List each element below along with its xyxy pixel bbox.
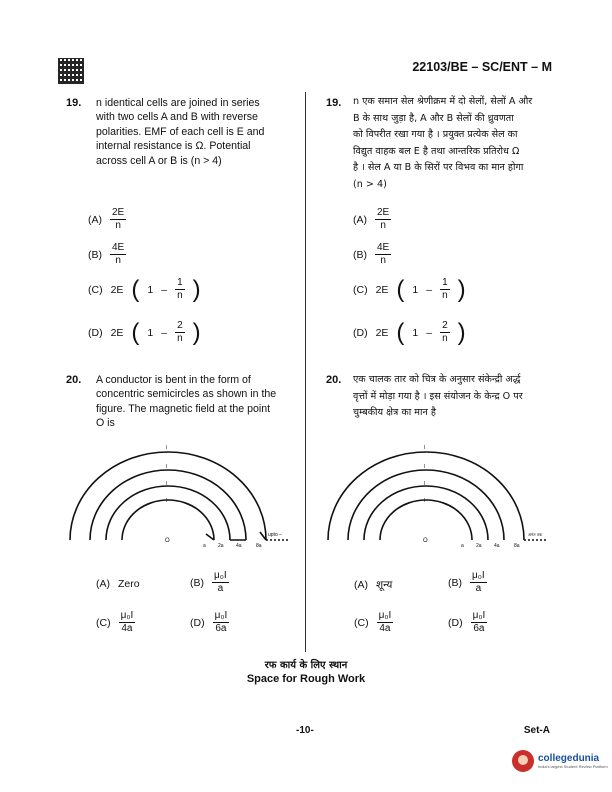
fraction: $\frac{2}{n}$ bbox=[177, 320, 183, 344]
q20-option-a-hi bbox=[354, 578, 392, 592]
option-minus: – bbox=[161, 326, 168, 339]
fraction: $\frac{\text{μ₀I}}{4a}$ bbox=[120, 610, 134, 634]
radius-a-hi: a bbox=[461, 543, 464, 549]
option-one: 1 bbox=[412, 326, 419, 339]
q20-option-c bbox=[96, 610, 135, 635]
q19-option-c-hi: (C) 2E ( 1 – $\frac{1}{n}$ ) bbox=[353, 275, 466, 303]
brand-logo bbox=[512, 750, 608, 772]
option-text: Zero bbox=[118, 578, 140, 590]
q19-option-b bbox=[88, 242, 126, 267]
qr-code bbox=[58, 58, 84, 84]
current-label-1-hi: I bbox=[424, 445, 426, 451]
q19-text-en: n identical cells are joined in series with two cells A and B with reverse polarities. EMF of each cell is E and internal resistance is Ω. Potential across cell A or B is (n > 4) bbox=[96, 97, 265, 167]
q19-option-d: (D) 2E ( 1 – $\frac{2}{n}$ ) bbox=[88, 318, 201, 346]
q19-option-d-hi: (D) 2E ( 1 – $\frac{2}{n}$ ) bbox=[353, 318, 466, 346]
option-coefficient: 2E bbox=[110, 283, 124, 296]
upto-label: upto – bbox=[268, 532, 282, 538]
fraction: $\frac{\text{μ₀I}}{6a}$ bbox=[214, 610, 228, 634]
q19-option-c: (C) 2E ( 1 – $\frac{1}{n}$ ) bbox=[88, 275, 201, 303]
current-label-4: I bbox=[166, 498, 168, 504]
rough-work-en: Space for Rough Work bbox=[246, 673, 366, 685]
paper-code: 22103/BE – SC/ENT – M bbox=[412, 60, 552, 74]
current-label-2-hi: I bbox=[424, 464, 426, 470]
upto-label-hi: अनंत तक bbox=[528, 532, 543, 537]
semicircle-4a bbox=[90, 470, 246, 540]
option-label: (D) bbox=[353, 326, 368, 339]
fraction: $\frac{\text{μ₀I}}{a}$ bbox=[214, 570, 227, 594]
fraction: $\frac{4E}{n}$ bbox=[112, 242, 125, 266]
fraction: $\frac{\text{μ₀I}}{4a}$ bbox=[378, 610, 392, 634]
option-label: (A) bbox=[354, 579, 368, 591]
option-one: 1 bbox=[147, 283, 154, 296]
radius-2a: 2a bbox=[218, 543, 224, 549]
fraction: $\frac{\text{μ₀I}}{6a}$ bbox=[472, 610, 486, 634]
current-label-3-hi: I bbox=[424, 481, 426, 487]
q19-option-a bbox=[88, 207, 126, 232]
fraction: $\frac{1}{n}$ bbox=[177, 277, 183, 301]
rough-work-hi: रफ कार्य के लिए स्थान bbox=[264, 660, 348, 671]
fraction: $\frac{2}{n}$ bbox=[442, 320, 448, 344]
column-divider bbox=[305, 92, 306, 652]
option-minus: – bbox=[426, 326, 433, 339]
current-label-3: I bbox=[166, 481, 168, 487]
fraction: $\frac{4E}{n}$ bbox=[377, 242, 390, 266]
page-number: -10- bbox=[296, 725, 314, 736]
option-label: (A) bbox=[353, 213, 367, 226]
q20-option-d-hi bbox=[448, 610, 487, 635]
q19-option-b-hi bbox=[353, 242, 391, 267]
semicircle-figure-hi bbox=[316, 430, 556, 555]
option-coefficient: 2E bbox=[110, 326, 124, 339]
option-one: 1 bbox=[412, 283, 419, 296]
avatar-icon bbox=[512, 750, 534, 772]
option-one: 1 bbox=[147, 326, 154, 339]
option-label: (D) bbox=[190, 616, 205, 629]
radius-2a-hi: 2a bbox=[476, 543, 482, 549]
option-coefficient: 2E bbox=[375, 326, 389, 339]
q20-option-a bbox=[96, 578, 140, 590]
option-minus: – bbox=[161, 283, 168, 296]
q19-number-hi: 19. bbox=[326, 97, 342, 109]
option-label: (C) bbox=[96, 616, 111, 629]
radius-a: a bbox=[203, 543, 206, 549]
q19-text-hi: n एक समान सेल श्रेणीक्रम में दो सेलों, सेलों A और B के साथ जुड़ा है, A और B सेलों की ध्रुवणता को विपरीत रखा गया है । प्रयुक्त प्रत्येक सेल का विद्युत वाहक बल E है तथा आन्तरिक प्रतिरोध Ω है । सेल A या B के सिरों पर विभव का मान होगा (n > 4) bbox=[353, 96, 533, 190]
option-label: (A) bbox=[96, 578, 110, 590]
center-label: O bbox=[165, 538, 170, 544]
q19-option-a-hi bbox=[353, 207, 391, 232]
set-label: Set-A bbox=[523, 725, 550, 736]
q20-text-en: A conductor is bent in the form of concentric semicircles as shown in the figure. The magnetic field at the point O is bbox=[96, 374, 277, 430]
option-label: (C) bbox=[88, 283, 103, 296]
semicircle-a bbox=[122, 500, 214, 540]
option-label: (B) bbox=[88, 248, 102, 261]
option-text: शून्य bbox=[376, 579, 393, 591]
semicircle-figure-en bbox=[58, 430, 298, 555]
current-label-4-hi: I bbox=[424, 498, 426, 504]
option-minus: – bbox=[426, 283, 433, 296]
radius-8a-hi: 8a bbox=[514, 543, 520, 549]
q20-number-hi: 20. bbox=[326, 374, 342, 386]
fraction: $\frac{1}{n}$ bbox=[442, 277, 448, 301]
option-label: (D) bbox=[88, 326, 103, 339]
brand-name: collegedunia bbox=[538, 753, 600, 764]
q20-text-hi: एक चालक तार को चित्र के अनुसार संकेन्द्री अर्द्ध वृत्तों में मोड़ा गया है । इस संयोजन के केन्द्र O पर चुम्बकीय क्षेत्र का मान है bbox=[353, 374, 523, 418]
semicircle-2a bbox=[106, 486, 230, 540]
q20-number: 20. bbox=[66, 374, 82, 386]
q20-option-b bbox=[190, 570, 229, 595]
option-label: (C) bbox=[354, 616, 369, 629]
q19-number: 19. bbox=[66, 97, 82, 109]
radius-8a: 8a bbox=[256, 543, 262, 549]
fraction: $\frac{2E}{n}$ bbox=[112, 207, 125, 231]
fraction: $\frac{\text{μ₀I}}{a}$ bbox=[472, 570, 485, 594]
brand-tagline: India's largest Student Review Platform bbox=[538, 764, 608, 769]
semicircle-8a bbox=[70, 452, 266, 540]
option-label: (B) bbox=[353, 248, 367, 261]
option-coefficient: 2E bbox=[375, 283, 389, 296]
q20-option-d bbox=[190, 610, 229, 635]
radius-4a: 4a bbox=[236, 543, 242, 549]
current-label-2: I bbox=[166, 464, 168, 470]
fraction: $\frac{2E}{n}$ bbox=[377, 207, 390, 231]
q20-option-b-hi bbox=[448, 570, 487, 595]
option-label: (A) bbox=[88, 213, 102, 226]
current-label-1: I bbox=[166, 445, 168, 451]
center-label-hi: O bbox=[423, 538, 428, 544]
option-label: (C) bbox=[353, 283, 368, 296]
option-label: (B) bbox=[190, 576, 204, 589]
option-label: (B) bbox=[448, 576, 462, 589]
q20-option-c-hi bbox=[354, 610, 393, 635]
option-label: (D) bbox=[448, 616, 463, 629]
radius-4a-hi: 4a bbox=[494, 543, 500, 549]
